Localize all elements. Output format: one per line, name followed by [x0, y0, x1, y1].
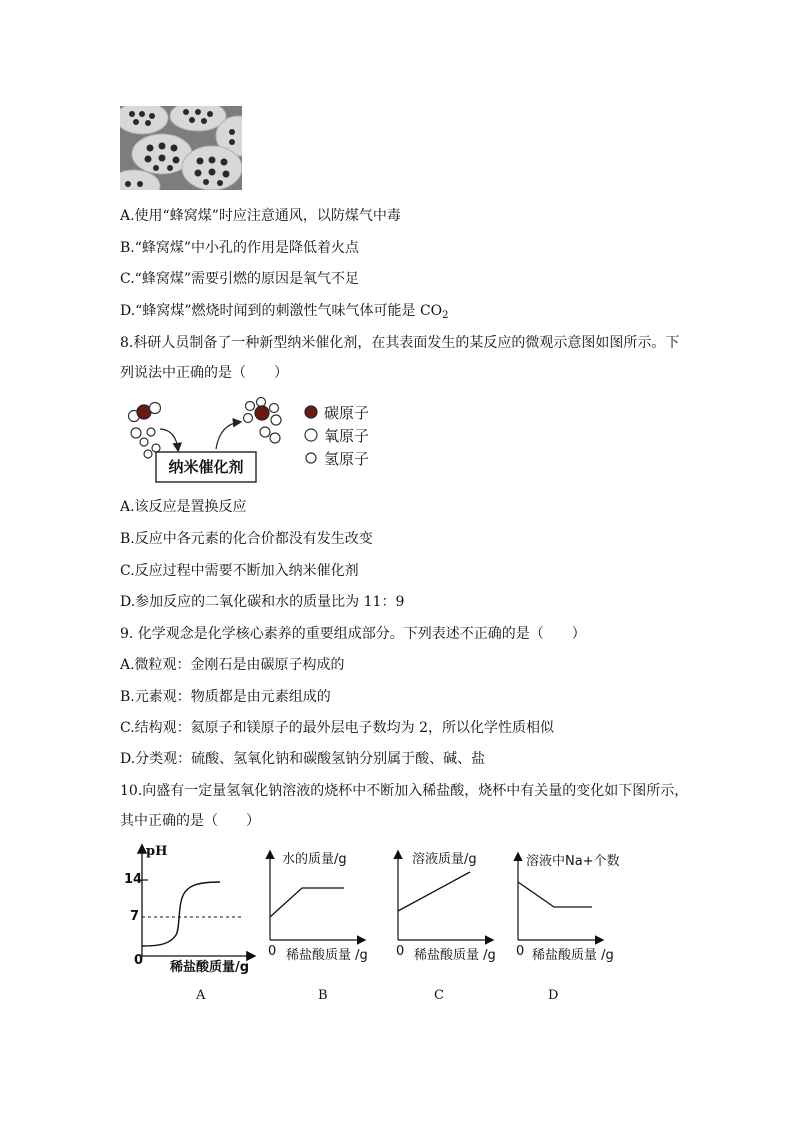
graph-a-caption: A [196, 988, 206, 1003]
reaction-diagram [120, 394, 390, 490]
graph-b-xlabel: 稀盐酸质量 /g [286, 948, 368, 963]
graph-d-ylabel: 溶液中Na+个数 [526, 854, 620, 869]
graph-a-tick-14: 14 [124, 872, 143, 887]
q9-option-b: B.元素观：物质都是由元素组成的 [120, 689, 331, 705]
legend-oxygen: 氧原子 [324, 427, 370, 445]
legend-carbon: 碳原子 [324, 404, 370, 422]
q9-option-a: A.微粒观：金刚石是由碳原子构成的 [120, 657, 345, 673]
graph-c-ylabel: 溶液质量/g [412, 852, 477, 867]
graph-c [390, 840, 520, 1010]
graph-c-caption: C [434, 988, 444, 1003]
graph-c-origin: 0 [396, 944, 405, 959]
q9-stem: 9. 化学观念是化学核心素养的重要组成部分。下列表述不正确的是（ ） [120, 626, 586, 642]
q7-option-c: C.“蜂窝煤”需要引燃的原因是氧气不足 [120, 271, 359, 287]
q9-option-c: C.结构观：氦原子和镁原子的最外层电子数均为 2，所以化学性质相似 [120, 720, 555, 736]
q8-stem-line1: 8.科研人员制备了一种新型纳米催化剂，在其表面发生的某反应的微观示意图如图所示。下 [120, 335, 680, 351]
graph-b [262, 840, 392, 1010]
graph-c-xlabel: 稀盐酸质量 /g [414, 948, 496, 963]
graph-b-caption: B [318, 988, 328, 1003]
q7-option-d: D.“蜂窝煤”燃烧时闻到的刺激性气味气体可能是 $CO_2$ [120, 303, 449, 321]
graph-d-caption: D [548, 988, 559, 1003]
q10-stem-line1: 10.向盛有一定量氢氧化钠溶液的烧杯中不断加入稀盐酸，烧杯中有关量的变化如下图所示， [120, 783, 689, 799]
graph-b-ylabel: 水的质量/g [282, 852, 347, 867]
graph-a-origin: 0 [134, 953, 144, 968]
q8-option-d: D.参加反应的二氧化碳和水的质量比为 11：9 [120, 594, 405, 610]
graph-d [510, 840, 640, 1010]
honeycomb-coal-photo [120, 106, 242, 190]
q9-option-d: D.分类观：硫酸、氢氧化钠和碳酸氢钠分别属于酸、碱、盐 [120, 751, 486, 767]
q7-option-a: A.使用“蜂窝煤”时应注意通风，以防煤气中毒 [120, 208, 401, 224]
graph-a-tick-7: 7 [130, 909, 140, 924]
graph-b-origin: 0 [268, 944, 277, 959]
graph-d-origin: 0 [516, 944, 525, 959]
q7-option-b: B.“蜂窝煤”中小孔的作用是降低着火点 [120, 240, 360, 256]
q8-stem-line2: 列说法中正确的是（ ） [120, 365, 288, 381]
q8-option-c: C.反应过程中需要不断加入纳米催化剂 [120, 563, 359, 579]
legend-hydrogen: 氢原子 [324, 450, 370, 468]
graph-d-xlabel: 稀盐酸质量 /g [532, 948, 614, 963]
q10-stem-line2: 其中正确的是（ ） [120, 813, 260, 829]
q8-option-a: A.该反应是置换反应 [120, 499, 247, 515]
graph-a-ylabel: pH [146, 844, 168, 859]
graph-a-xlabel: 稀盐酸质量/g [170, 960, 250, 975]
catalyst-label: 纳米催化剂 [168, 458, 244, 476]
q8-option-b: B.反应中各元素的化合价都没有发生改变 [120, 531, 373, 547]
graph-a [120, 840, 260, 1010]
